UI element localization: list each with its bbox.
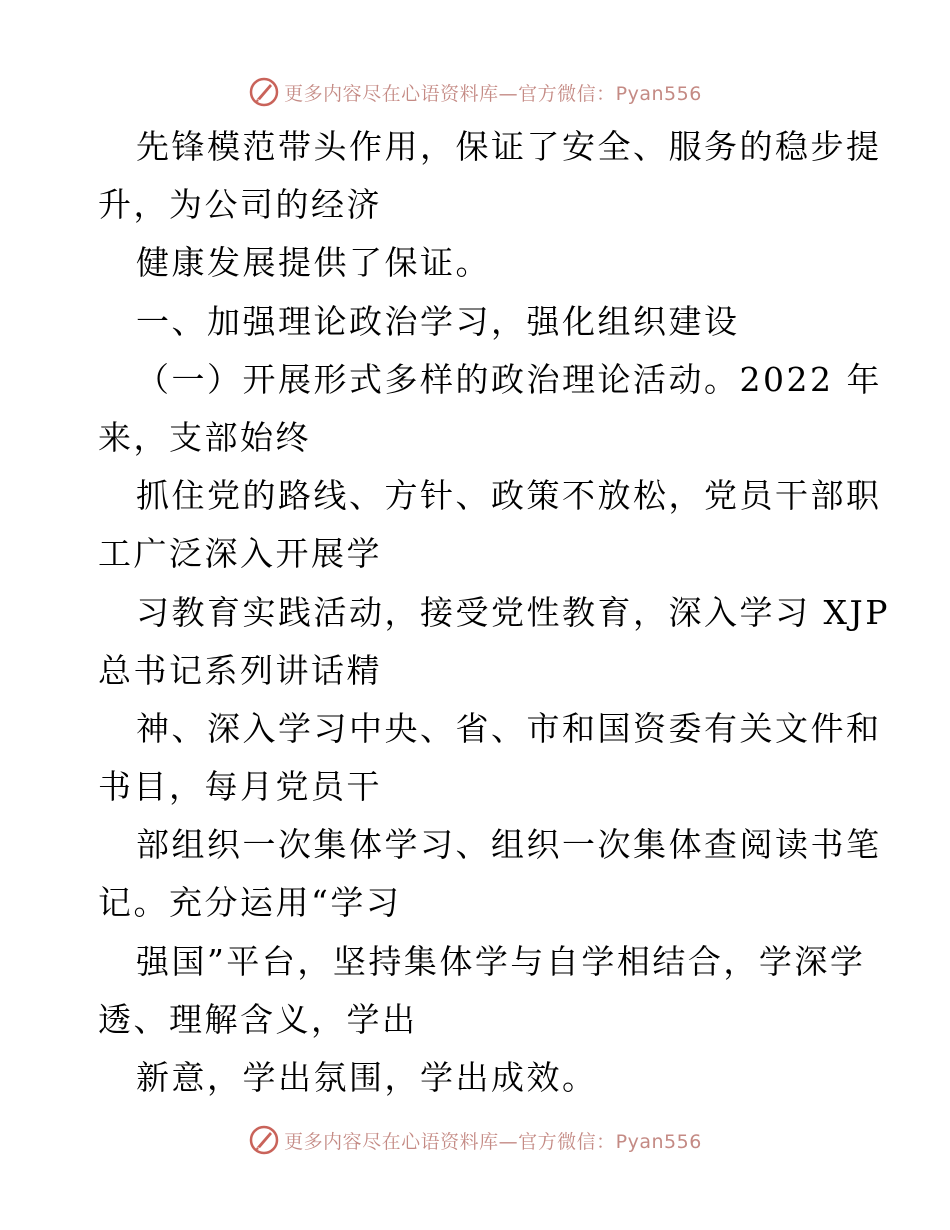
text-line: 工广泛深入开展学	[98, 534, 382, 574]
text-line: 总书记系列讲话精	[98, 650, 382, 690]
document-body	[98, 118, 890, 1107]
text-line: 升，为公司的经济	[98, 185, 382, 225]
text-line: 健康发展提供了保证。	[136, 243, 491, 283]
text-line: 记。充分运用“学习	[98, 883, 402, 923]
watermark-text: 更多内容尽在心语资料库—官方微信：Pyan556	[284, 1130, 702, 1153]
footer-watermark	[0, 1120, 950, 1160]
text-line: 抓住党的路线、方针、政策不放松，党员干部职	[136, 476, 882, 516]
feather-pen-circle-icon	[248, 76, 280, 108]
header-watermark	[0, 72, 950, 112]
text-line: 习教育实践活动，接受党性教育，深入学习 XJP	[136, 592, 890, 632]
text-line: 部组织一次集体学习、组织一次集体查阅读书笔	[136, 825, 882, 865]
text-line: 强国”平台，坚持集体学与自学相结合，学深学	[136, 941, 866, 981]
watermark-text: 更多内容尽在心语资料库—官方微信：Pyan556	[284, 82, 702, 105]
text-line: 神、深入学习中央、省、市和国资委有关文件和	[136, 708, 882, 748]
text-line: 一、加强理论政治学习，强化组织建设	[136, 301, 740, 341]
text-line: 新意，学出氛围，学出成效。	[136, 1058, 598, 1097]
feather-pen-circle-icon	[248, 1124, 280, 1156]
text-line: 书目，每月党员干	[98, 767, 382, 807]
text-line: 来，支部始终	[98, 417, 311, 457]
text-line: 透、理解含义，学出	[98, 999, 418, 1039]
text-line: （一）开展形式多样的政治理论活动。2022 年	[136, 359, 882, 399]
text-line: 先锋模范带头作用，保证了安全、服务的稳步提	[136, 127, 882, 166]
